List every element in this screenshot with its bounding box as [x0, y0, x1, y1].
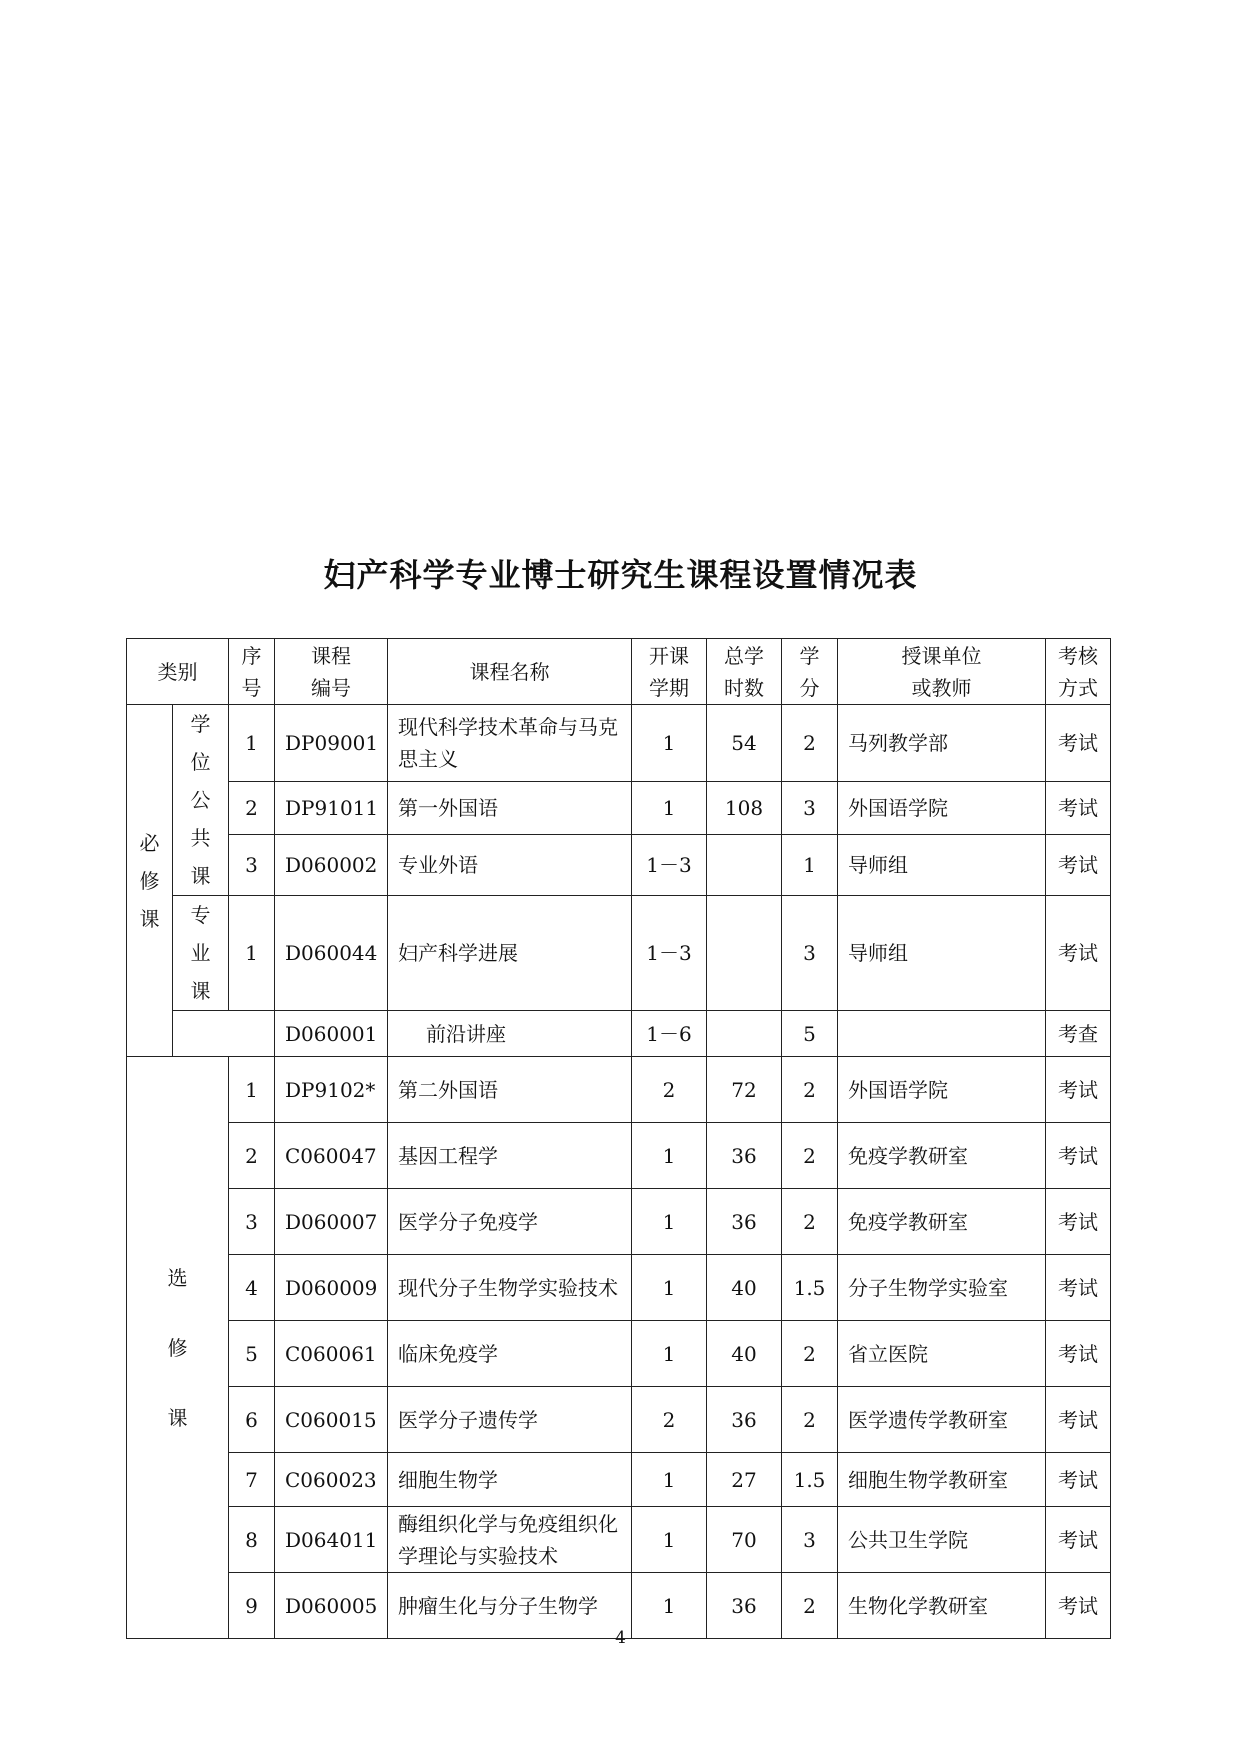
cell-credit: 2	[782, 1057, 838, 1123]
course-table	[126, 638, 1111, 1639]
table-row	[127, 896, 1111, 1011]
cell-seq: 3	[229, 1189, 275, 1255]
group-required: 必 修 课	[127, 705, 173, 1057]
cell-credit: 2	[782, 1387, 838, 1453]
table-row	[127, 1123, 1111, 1189]
cell-credit: 2	[782, 1573, 838, 1639]
header-exam: 考核 方式	[1046, 639, 1111, 705]
cell-seq: 4	[229, 1255, 275, 1321]
cell-unit: 免疫学教研室	[838, 1123, 1046, 1189]
cell-unit: 外国语学院	[838, 1057, 1046, 1123]
cell-name: 临床免疫学	[388, 1321, 632, 1387]
cell-seq: 2	[229, 781, 275, 835]
table-row	[127, 781, 1111, 835]
cell-term: 1	[632, 1573, 707, 1639]
cell-name: 医学分子免疫学	[388, 1189, 632, 1255]
cell-unit: 公共卫生学院	[838, 1507, 1046, 1573]
cell-credit: 2	[782, 705, 838, 782]
cell-term: 1	[632, 1321, 707, 1387]
cell-seq: 6	[229, 1387, 275, 1453]
cell-credit: 3	[782, 896, 838, 1011]
cell-unit: 分子生物学实验室	[838, 1255, 1046, 1321]
cell-unit	[838, 1011, 1046, 1057]
cell-exam: 考试	[1046, 1057, 1111, 1123]
cell-exam: 考试	[1046, 835, 1111, 896]
cell-seq: 1	[229, 705, 275, 782]
cell-code: D060001	[275, 1011, 388, 1057]
group-major: 专 业 课	[173, 896, 229, 1011]
cell-unit: 外国语学院	[838, 781, 1046, 835]
cell-term: 1－3	[632, 896, 707, 1011]
cell-credit: 2	[782, 1123, 838, 1189]
cell-hours: 72	[707, 1057, 782, 1123]
cell-hours	[707, 896, 782, 1011]
cell-name: 专业外语	[388, 835, 632, 896]
cell-exam: 考试	[1046, 1387, 1111, 1453]
cell-exam: 考试	[1046, 705, 1111, 782]
cell-credit: 5	[782, 1011, 838, 1057]
cell-name: 酶组织化学与免疫组织化学理论与实验技术	[388, 1507, 632, 1573]
cell-seq: 1	[229, 896, 275, 1011]
cell-hours: 27	[707, 1453, 782, 1507]
cell-name: 妇产科学进展	[388, 896, 632, 1011]
cell-unit: 省立医院	[838, 1321, 1046, 1387]
table-row	[127, 1057, 1111, 1123]
cell-hours	[707, 835, 782, 896]
header-term: 开课 学期	[632, 639, 707, 705]
table-row	[127, 1507, 1111, 1573]
cell-exam: 考试	[1046, 896, 1111, 1011]
cell-name: 基因工程学	[388, 1123, 632, 1189]
cell-exam: 考试	[1046, 1453, 1111, 1507]
cell-seq: 5	[229, 1321, 275, 1387]
cell-name: 现代分子生物学实验技术	[388, 1255, 632, 1321]
cell-name: 肿瘤生化与分子生物学	[388, 1573, 632, 1639]
cell-exam: 考试	[1046, 1123, 1111, 1189]
table-row	[127, 1255, 1111, 1321]
cell-hours: 36	[707, 1123, 782, 1189]
cell-exam: 考查	[1046, 1011, 1111, 1057]
header-category: 类别	[127, 639, 229, 705]
cell-unit: 马列教学部	[838, 705, 1046, 782]
cell-hours: 70	[707, 1507, 782, 1573]
cell-term: 1－6	[632, 1011, 707, 1057]
cell-seq: 8	[229, 1507, 275, 1573]
header-hours: 总学 时数	[707, 639, 782, 705]
cell-credit: 3	[782, 781, 838, 835]
cell-term: 2	[632, 1057, 707, 1123]
cell-unit: 医学遗传学教研室	[838, 1387, 1046, 1453]
cell-credit: 3	[782, 1507, 838, 1573]
cell-hours: 36	[707, 1189, 782, 1255]
cell-code: DP91011	[275, 781, 388, 835]
table-row	[127, 1321, 1111, 1387]
cell-hours: 36	[707, 1573, 782, 1639]
group-elective: 选 修 课	[127, 1057, 229, 1639]
table-row	[127, 705, 1111, 782]
cell-code: D060002	[275, 835, 388, 896]
header-name: 课程名称	[388, 639, 632, 705]
group-public: 学 位 公 共 课	[173, 705, 229, 896]
cell-code: DP09001	[275, 705, 388, 782]
cell-unit: 生物化学教研室	[838, 1573, 1046, 1639]
cell-credit: 1.5	[782, 1255, 838, 1321]
page-title: 妇产科学专业博士研究生课程设置情况表	[323, 556, 918, 594]
cell-hours: 40	[707, 1321, 782, 1387]
cell-code: C060061	[275, 1321, 388, 1387]
table-row	[127, 1189, 1111, 1255]
header-seq: 序 号	[229, 639, 275, 705]
table-row	[127, 1453, 1111, 1507]
cell-seq	[173, 1011, 275, 1057]
cell-exam: 考试	[1046, 1507, 1111, 1573]
cell-exam: 考试	[1046, 1573, 1111, 1639]
cell-unit: 导师组	[838, 835, 1046, 896]
cell-exam: 考试	[1046, 1255, 1111, 1321]
cell-hours: 108	[707, 781, 782, 835]
cell-seq: 3	[229, 835, 275, 896]
cell-term: 1	[632, 1507, 707, 1573]
cell-credit: 2	[782, 1321, 838, 1387]
cell-term: 1	[632, 705, 707, 782]
cell-seq: 1	[229, 1057, 275, 1123]
header-row	[127, 639, 1111, 705]
table-row	[127, 1387, 1111, 1453]
cell-credit: 1.5	[782, 1453, 838, 1507]
cell-name: 第二外国语	[388, 1057, 632, 1123]
cell-name: 细胞生物学	[388, 1453, 632, 1507]
cell-code: D064011	[275, 1507, 388, 1573]
cell-unit: 细胞生物学教研室	[838, 1453, 1046, 1507]
header-credit: 学 分	[782, 639, 838, 705]
cell-term: 1	[632, 1255, 707, 1321]
cell-seq: 9	[229, 1573, 275, 1639]
cell-exam: 考试	[1046, 1321, 1111, 1387]
cell-name: 前沿讲座	[388, 1011, 632, 1057]
cell-code: C060023	[275, 1453, 388, 1507]
header-unit: 授课单位 或教师	[838, 639, 1046, 705]
cell-term: 1	[632, 1123, 707, 1189]
page-number: 4	[615, 1628, 626, 1648]
cell-code: D060007	[275, 1189, 388, 1255]
cell-code: D060009	[275, 1255, 388, 1321]
cell-code: D060005	[275, 1573, 388, 1639]
cell-hours	[707, 1011, 782, 1057]
table-row	[127, 1011, 1111, 1057]
cell-code: C060015	[275, 1387, 388, 1453]
cell-term: 1	[632, 1189, 707, 1255]
cell-credit: 2	[782, 1189, 838, 1255]
cell-unit: 免疫学教研室	[838, 1189, 1046, 1255]
cell-code: D060044	[275, 896, 388, 1011]
cell-name: 第一外国语	[388, 781, 632, 835]
cell-term: 1	[632, 1453, 707, 1507]
cell-hours: 36	[707, 1387, 782, 1453]
cell-exam: 考试	[1046, 781, 1111, 835]
cell-code: DP9102*	[275, 1057, 388, 1123]
cell-seq: 2	[229, 1123, 275, 1189]
cell-seq: 7	[229, 1453, 275, 1507]
cell-unit: 导师组	[838, 896, 1046, 1011]
cell-credit: 1	[782, 835, 838, 896]
cell-exam: 考试	[1046, 1189, 1111, 1255]
cell-term: 2	[632, 1387, 707, 1453]
header-code: 课程 编号	[275, 639, 388, 705]
cell-hours: 40	[707, 1255, 782, 1321]
cell-name: 医学分子遗传学	[388, 1387, 632, 1453]
cell-code: C060047	[275, 1123, 388, 1189]
cell-term: 1－3	[632, 835, 707, 896]
cell-term: 1	[632, 781, 707, 835]
table-row	[127, 835, 1111, 896]
cell-hours: 54	[707, 705, 782, 782]
cell-name: 现代科学技术革命与马克思主义	[388, 705, 632, 782]
